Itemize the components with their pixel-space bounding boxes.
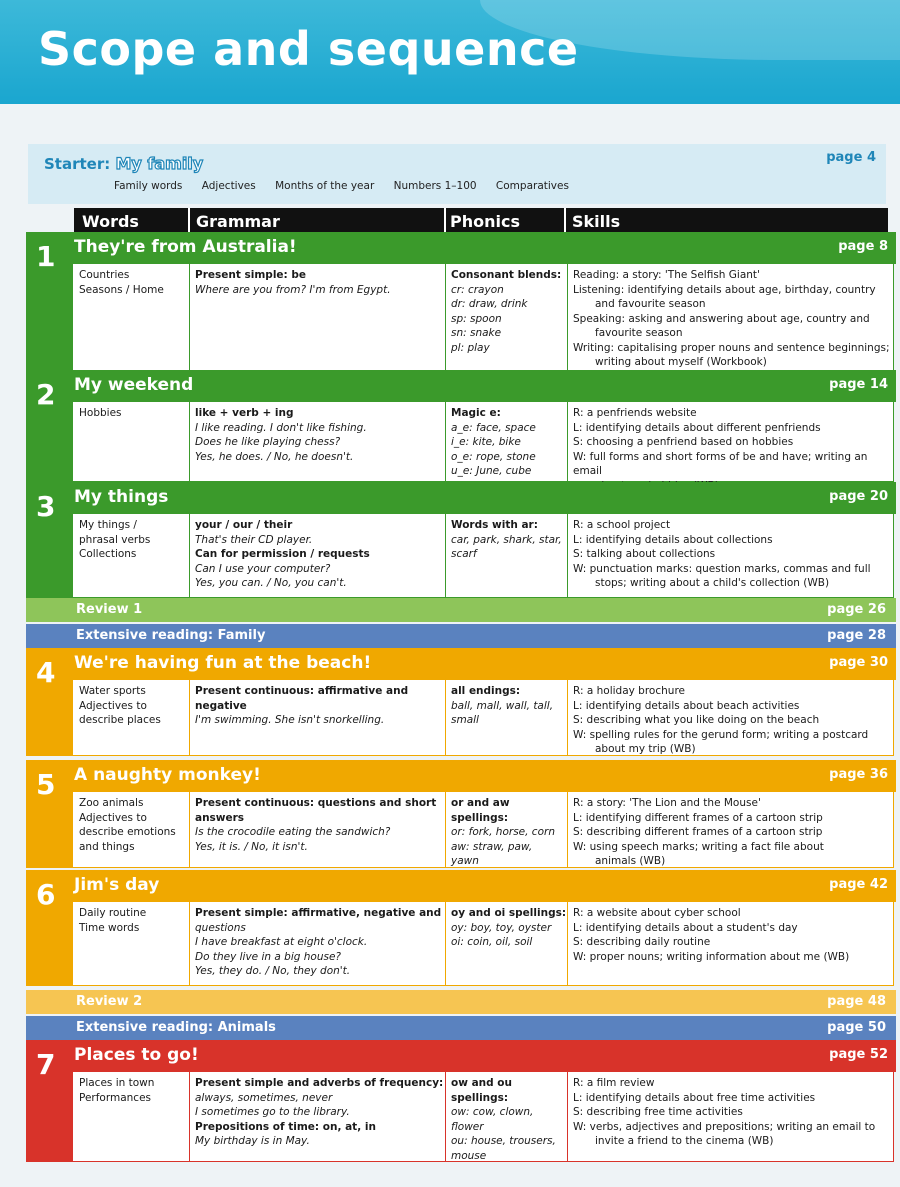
- column-divider: [567, 402, 568, 481]
- section-band-review2: [26, 990, 896, 1014]
- unit-number: 3: [36, 490, 56, 523]
- column-divider: [567, 792, 568, 867]
- column-divider: [445, 514, 446, 597]
- cell-line: stops; writing about a child's collection (WB): [595, 577, 830, 589]
- cell-line: Present continuous: questions and short answers: [195, 797, 437, 824]
- column-skills: Skills: [572, 212, 621, 231]
- unit-u2: [26, 370, 896, 482]
- column-phonics: Phonics: [450, 212, 520, 231]
- cell-line: Yes, he does. / No, he doesn't.: [195, 450, 354, 463]
- cell-line: Can I use your computer?: [195, 562, 331, 575]
- cell-line: W: using speech marks; writing a fact file about: [573, 840, 824, 853]
- cell-line: W: full forms and short forms of be and have; writing an email: [573, 450, 868, 477]
- cell-line: Do they live in a big house?: [195, 950, 341, 963]
- cell-line: phrasal verbs: [79, 533, 151, 546]
- column-divider: [445, 264, 446, 373]
- cell-line: describe places: [79, 714, 161, 726]
- cell-line: your / our / their: [195, 519, 293, 531]
- unit-u7: [26, 1040, 896, 1162]
- cell-line: I have breakfast at eight o'clock.: [195, 936, 368, 948]
- cell-line: aw: straw, paw,: [451, 840, 533, 853]
- cell-line: Magic e:: [451, 407, 501, 419]
- cell-line: and favourite season: [595, 298, 706, 310]
- cell-line: Seasons / Home: [79, 283, 164, 296]
- cell-skills: [573, 796, 895, 869]
- cell-line: cr: crayon: [451, 283, 504, 296]
- cell-phonics: [451, 406, 567, 479]
- unit-u5: [26, 760, 896, 868]
- cell-line: pl: play: [451, 341, 490, 354]
- cell-line: i_e: kite, bike: [451, 436, 521, 448]
- cell-line: oi: coin, oil, soil: [451, 936, 533, 948]
- cell-skills: [573, 518, 895, 591]
- column-divider: [445, 902, 446, 985]
- unit-number-block: [26, 760, 72, 868]
- column-divider: [567, 264, 568, 373]
- unit-title-bar: [72, 370, 896, 402]
- unit-number-block: [26, 482, 72, 598]
- cell-line: always, sometimes, never: [195, 1091, 333, 1104]
- column-divider: [189, 680, 190, 755]
- unit-u3: [26, 482, 896, 598]
- cell-line: I'm swimming. She isn't snorkelling.: [195, 714, 385, 726]
- unit-page: page 36: [829, 767, 888, 782]
- cell-line: Yes, it is. / No, it isn't.: [195, 840, 308, 853]
- starter-items: [114, 180, 585, 192]
- unit-number-block: [26, 870, 72, 986]
- cell-line: R: a film review: [573, 1077, 655, 1089]
- cell-grammar: [195, 406, 445, 464]
- column-grammar: Grammar: [196, 212, 280, 231]
- cell-line: R: a holiday brochure: [573, 685, 685, 697]
- cell-line: Does he like playing chess?: [195, 436, 341, 448]
- cell-line: Is the crocodile eating the sandwich?: [195, 826, 391, 838]
- cell-line: R: a school project: [573, 519, 671, 531]
- column-divider: [189, 514, 190, 597]
- unit-title: My things: [74, 487, 169, 507]
- section-band-ext1: [26, 624, 896, 648]
- cell-line: oy: boy, toy, oyster: [451, 921, 552, 934]
- unit-number-block: [26, 1040, 72, 1162]
- column-divider: [567, 902, 568, 985]
- unit-body: [72, 902, 894, 986]
- cell-line: yawn: [451, 855, 479, 867]
- unit-number: 4: [36, 656, 56, 689]
- starter-item: Numbers 1–100: [393, 180, 477, 192]
- cell-words: [79, 406, 185, 421]
- cell-line: Water sports: [79, 685, 146, 697]
- unit-page: page 20: [829, 489, 888, 504]
- starter-name: My family: [115, 154, 204, 173]
- cell-line: dr: draw, drink: [451, 298, 528, 310]
- cell-words: [79, 684, 185, 728]
- cell-words: [79, 518, 185, 562]
- column-divider: [189, 1072, 190, 1161]
- cell-words: [79, 906, 185, 935]
- cell-line: W: punctuation marks: question marks, commas and full: [573, 562, 871, 575]
- cell-line: a_e: face, space: [451, 421, 536, 434]
- cell-grammar: [195, 268, 445, 297]
- cell-line: Listening: identifying details about age, birthday, country: [573, 283, 876, 296]
- cell-line: R: a website about cyber school: [573, 907, 741, 919]
- cell-line: ow: cow, clown,: [451, 1106, 534, 1118]
- unit-page: page 8: [838, 239, 888, 254]
- unit-title: Jim's day: [74, 875, 160, 895]
- starter-heading: [44, 154, 203, 173]
- cell-line: oy and oi spellings:: [451, 907, 567, 919]
- cell-line: questions: [195, 921, 246, 934]
- cell-line: writing about myself (Workbook): [595, 356, 767, 368]
- cell-line: S: describing what you like doing on the beach: [573, 714, 820, 726]
- band-page: page 28: [827, 628, 886, 643]
- cell-line: like + verb + ing: [195, 407, 294, 419]
- unit-u4: [26, 648, 896, 756]
- cell-line: flower: [451, 1120, 484, 1133]
- cell-words: [79, 1076, 185, 1105]
- cell-phonics: [451, 684, 567, 728]
- unit-body: [72, 792, 894, 868]
- column-divider: [445, 792, 446, 867]
- unit-number-block: [26, 370, 72, 482]
- cell-line: Performances: [79, 1091, 152, 1104]
- cell-line: W: spelling rules for the gerund form; writing a postcard: [573, 728, 869, 741]
- starter-section: [28, 144, 886, 204]
- cell-skills: [573, 906, 895, 964]
- cell-line: Speaking: asking and answering about age, country and: [573, 312, 870, 325]
- cell-line: Daily routine: [79, 907, 147, 919]
- cell-line: L: identifying details about beach activities: [573, 699, 800, 712]
- cell-line: or: fork, horse, corn: [451, 826, 555, 838]
- unit-u1: [26, 232, 896, 374]
- cell-line: L: identifying details about free time activities: [573, 1091, 816, 1104]
- cell-line: Adjectives to: [79, 699, 147, 712]
- band-label: Review 1: [76, 602, 143, 617]
- cell-line: ow and ou spellings:: [451, 1077, 512, 1104]
- starter-label: Starter:: [44, 155, 111, 173]
- column-divider: [445, 1072, 446, 1161]
- unit-page: page 14: [829, 377, 888, 392]
- column-divider: [445, 402, 446, 481]
- cell-line: about my trip (WB): [595, 743, 696, 755]
- cell-line: ou: house, trousers,: [451, 1135, 556, 1147]
- unit-u6: [26, 870, 896, 986]
- cell-line: Can for permission / requests: [195, 548, 370, 560]
- cell-line: Words with ar:: [451, 519, 538, 531]
- starter-item: Family words: [114, 180, 183, 192]
- cell-line: That's their CD player.: [195, 533, 313, 546]
- cell-line: Writing: capitalising proper nouns and sentence beginnings;: [573, 341, 890, 354]
- cell-line: or and aw spellings:: [451, 797, 510, 824]
- column-divider: [567, 514, 568, 597]
- band-page: page 50: [827, 1020, 886, 1035]
- cell-line: mouse: [451, 1149, 487, 1162]
- cell-line: S: describing daily routine: [573, 936, 711, 948]
- band-page: page 48: [827, 994, 886, 1009]
- cell-line: Prepositions of time: on, at, in: [195, 1120, 376, 1133]
- cell-phonics: [451, 1076, 567, 1163]
- unit-number: 7: [36, 1048, 56, 1081]
- unit-body: [72, 514, 894, 598]
- cell-grammar: [195, 796, 445, 854]
- unit-title: We're having fun at the beach!: [74, 653, 372, 673]
- section-band-ext2: [26, 1016, 896, 1040]
- column-divider: [189, 792, 190, 867]
- cell-line: car, park, shark, star,: [451, 533, 562, 546]
- unit-page: page 42: [829, 877, 888, 892]
- cell-grammar: [195, 906, 445, 979]
- cell-line: all endings:: [451, 685, 521, 697]
- cell-line: L: identifying details about collections: [573, 533, 773, 546]
- cell-line: Yes, they do. / No, they don't.: [195, 965, 351, 977]
- cell-line: Present simple: be: [195, 269, 307, 281]
- cell-line: sp: spoon: [451, 312, 502, 325]
- cell-line: L: identifying details about different penfriends: [573, 421, 821, 434]
- unit-body: [72, 264, 894, 374]
- column-words: Words: [82, 212, 139, 231]
- cell-line: Consonant blends:: [451, 269, 562, 281]
- unit-title-bar: [72, 870, 896, 902]
- unit-page: page 52: [829, 1047, 888, 1062]
- starter-item: Comparatives: [495, 180, 569, 192]
- cell-line: scarf: [451, 548, 477, 560]
- cell-line: Hobbies: [79, 407, 122, 419]
- unit-number: 6: [36, 878, 56, 911]
- unit-number: 1: [36, 240, 56, 273]
- cell-line: Zoo animals: [79, 797, 144, 809]
- cell-phonics: [451, 906, 567, 950]
- column-divider: [567, 680, 568, 755]
- cell-line: R: a penfriends website: [573, 407, 697, 419]
- cell-line: favourite season: [595, 327, 683, 339]
- cell-line: describe emotions: [79, 826, 176, 838]
- cell-words: [79, 796, 185, 854]
- unit-body: [72, 1072, 894, 1162]
- cell-grammar: [195, 518, 445, 591]
- cell-line: u_e: June, cube: [451, 465, 532, 477]
- cell-line: small: [451, 714, 479, 726]
- cell-skills: [573, 268, 895, 370]
- cell-skills: [573, 406, 895, 493]
- cell-line: and things: [79, 840, 135, 853]
- starter-item: Adjectives: [201, 180, 256, 192]
- cell-line: ball, mall, wall, tall,: [451, 699, 554, 712]
- cell-line: o_e: rope, stone: [451, 450, 536, 463]
- cell-line: L: identifying different frames of a cartoon strip: [573, 811, 823, 824]
- column-divider: [189, 264, 190, 373]
- cell-line: Places in town: [79, 1077, 155, 1089]
- starter-item: Months of the year: [275, 180, 375, 192]
- cell-line: S: describing different frames of a cartoon strip: [573, 826, 823, 838]
- header-banner: [0, 0, 900, 104]
- starter-page: page 4: [826, 150, 876, 165]
- cell-line: sn: snake: [451, 327, 502, 339]
- unit-title: They're from Australia!: [74, 237, 297, 257]
- band-label: Extensive reading: Family: [76, 628, 266, 643]
- cell-line: I like reading. I don't like fishing.: [195, 421, 367, 434]
- unit-title: My weekend: [74, 375, 194, 395]
- cell-line: Where are you from? I'm from Egypt.: [195, 283, 391, 296]
- column-divider: [567, 1072, 568, 1161]
- cell-line: Time words: [79, 921, 140, 934]
- unit-number-block: [26, 648, 72, 756]
- cell-line: Present simple and adverbs of frequency:: [195, 1077, 444, 1089]
- unit-number: 5: [36, 768, 56, 801]
- unit-body: [72, 680, 894, 756]
- cell-line: My birthday is in May.: [195, 1135, 310, 1147]
- cell-line: W: proper nouns; writing information about me (WB): [573, 950, 850, 963]
- cell-line: S: talking about collections: [573, 548, 716, 560]
- cell-phonics: [451, 796, 567, 869]
- unit-number-block: [26, 232, 72, 374]
- unit-number: 2: [36, 378, 56, 411]
- cell-grammar: [195, 684, 445, 728]
- cell-skills: [573, 1076, 895, 1149]
- cell-phonics: [451, 518, 567, 562]
- cell-grammar: [195, 1076, 445, 1149]
- unit-title: A naughty monkey!: [74, 765, 261, 785]
- cell-line: I sometimes go to the library.: [195, 1106, 350, 1118]
- cell-line: Countries: [79, 269, 130, 281]
- cell-line: Present simple: affirmative, negative and: [195, 907, 442, 919]
- cell-line: Reading: a story: 'The Selfish Giant': [573, 269, 760, 281]
- unit-page: page 30: [829, 655, 888, 670]
- column-divider: [189, 402, 190, 481]
- section-band-review1: [26, 598, 896, 622]
- column-divider: [189, 902, 190, 985]
- cell-line: Collections: [79, 548, 137, 560]
- cell-line: My things /: [79, 519, 137, 531]
- cell-line: R: a story: 'The Lion and the Mouse': [573, 797, 761, 809]
- cell-phonics: [451, 268, 567, 355]
- unit-body: [72, 402, 894, 482]
- cell-line: S: describing free time activities: [573, 1106, 743, 1118]
- cell-skills: [573, 684, 895, 757]
- cell-words: [79, 268, 185, 297]
- cell-line: S: choosing a penfriend based on hobbies: [573, 436, 794, 448]
- unit-title-bar: [72, 482, 896, 514]
- cell-line: Present continuous: affirmative and negative: [195, 685, 409, 712]
- page-title: Scope and sequence: [38, 22, 579, 76]
- cell-line: W: verbs, adjectives and prepositions; writing an email to: [573, 1120, 876, 1133]
- band-label: Review 2: [76, 994, 143, 1009]
- cell-line: Adjectives to: [79, 811, 147, 824]
- cell-line: L: identifying details about a student's day: [573, 921, 798, 934]
- cell-line: animals (WB): [595, 855, 666, 867]
- column-divider: [445, 680, 446, 755]
- cell-line: invite a friend to the cinema (WB): [595, 1135, 774, 1147]
- band-page: page 26: [827, 602, 886, 617]
- cell-line: Yes, you can. / No, you can't.: [195, 577, 347, 589]
- unit-title: Places to go!: [74, 1045, 199, 1065]
- band-label: Extensive reading: Animals: [76, 1020, 276, 1035]
